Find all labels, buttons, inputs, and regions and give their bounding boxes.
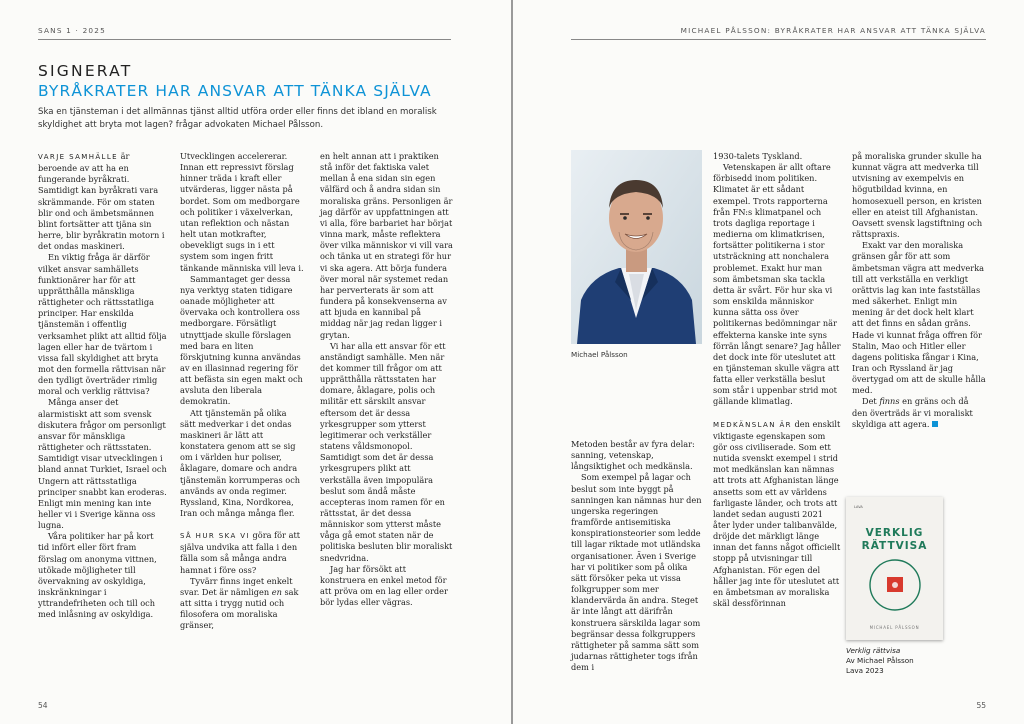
paragraph: Att tjänstemän på olika sätt medverkar i det ondas maskineri är lätt att konstatera genom att se sig om i världen hur poliser, åklagare, domare och andra tjänstemän korrumperas och används av onda regimer. Ryssland, Kina, Nordkorea, Iran och många många fler.: [180, 407, 301, 518]
header-rule: [38, 39, 451, 40]
book-cover-emblem: [867, 555, 923, 617]
book-title-line-2: RÄTTVISA: [861, 540, 928, 552]
section-kicker: SIGNERAT: [38, 62, 133, 80]
paragraph: [852, 396, 986, 429]
paragraph: Metoden består av fyra delar: sanning, vetenskap, långsiktighet och medkänsla.: [571, 439, 695, 472]
paragraph-text: Det: [862, 396, 880, 407]
paragraph: Sammantaget ger dessa nya verktyg staten tidigare oanade möjligheter att övervaka och kontrollera oss medborgare. Försätligt utnyttjade skulle förslagen med bara en liten förskjutning kunna användas av en illasinnad regering för att befästa sin egen makt och avsluta den liberala demokratin.: [180, 273, 303, 407]
paragraph: 1930-talets Tyskland.: [713, 151, 803, 161]
column-2: [180, 151, 304, 632]
book-caption-publisher: Lava 2023: [846, 666, 884, 675]
paragraph-text: är beroende av att ha en fungerande byråkrati. Samtidigt kan byråkrati vara skrämmande. För om staten blir ond och ämbetsmännen blint fortsätter att tjäna sin herre, blir byråkratin motorn i det ondas maskineri.: [38, 151, 165, 252]
subhead-caps: SÅ HUR SKA VI: [180, 532, 250, 541]
subhead-paragraph: [713, 419, 841, 610]
emphasis: en: [271, 586, 282, 597]
column-3: [852, 151, 986, 430]
column-1: [571, 439, 702, 673]
paragraph: Vetenskapen är allt oftare förbisedd inom politiken. Klimatet är ett sådant exempel. Trots rapporterna från FN:s klimatpanel och trots dagliga reportage i medierna om klimatkrisen, fortsätter politikerna i stor utsträckning att nonchalera problemet. Exakt hur man som ämbetsman ska tackla detta är svårt. För hur ska vi som enskilda människor kunna sätta oss över politikernas bedömningar när effekterna kanske inte syns förrän långt senare? Jag håller det dock inte för uteslutet att en tjänsteman skulle vägra att fatta eller verkställa beslut som står i uppenbar strid mot gällande klimatlag.: [713, 162, 841, 407]
paragraph: en helt annan att i praktiken stå inför det faktiska valet mellan å ena sidan sin egen välfärd och å andra sidan sin moraliska gräns. Personligen är jag därför av uppfattningen att vi alla, före barbariet har börjat vinna mark, måste reflektera över vilka människor vi vill vara och tänka ut en strategi för hur vi ska agera. Att börja fundera över moral när systemet redan har perverterats är som att fundera på konsekvenserna av att bjuda en kannibal på middag när jag redan ligger i grytan.: [320, 151, 453, 340]
paragraph: Utvecklingen accelererar. Innan ett repressivt förslag hinner träda i kraft eller utvärderas, ligger nästa på bordet. Som om medborgare och politiker i växelverkan, utan reflektion och nästan helt utan motkrafter, obevekligt sugs in i ett system som ingen fritt tänkande människa vill leva i.: [180, 151, 304, 273]
paragraph-text: Tyvärr finns inget enkelt svar. Det är nämligen: [180, 575, 293, 597]
paragraph: En viktig fråga är därför vilket ansvar samhällets funktionärer har för att upprätthålla mänskliga rättigheter och rättsstatliga principer. Har enskilda tjänstemän i offentlig verksamhet plikt att alltid följa lagen eller har de tvärtom i vissa fall skyldighet att bryta mot den formella rättvisan när den tydligt överträder rimlig moral och verklig rättvisa?: [38, 252, 167, 397]
book-caption: [846, 646, 914, 676]
article-intro: Ska en tjänsteman i det allmännas tjänst alltid utföra order eller finns det ibland en moralisk skyldighet att bryta mot lagen? frågar advokaten Michael Pålsson.: [38, 107, 437, 130]
right-page: [513, 0, 1024, 724]
paragraph-text: den enskilt viktigaste egenskapen som gör oss civiliserade. Som ett nutida svenskt exempel i strid mot medkänslan kan nämnas att trots att Afghanistan länge ansetts som ett av världens farligaste länder, och trots att landet sedan augusti 2021 åter lyder under talibanvälde, dröjde det märkligt länge innan det fanns något officiellt stopp på utvisningar till Afghanistan. För egen del håller jag inte för uteslutet att en ämbetsman av moraliska skäl dessförinnan: [713, 418, 841, 609]
paragraph: Många anser det alarmistiskt att som svensk diskutera frågor om personligt ansvar för mänskliga rättigheter och rättsstaten. Samtidigt visar utvecklingen i bland annat Turkiet, Israel och Ungern att rättsstatliga principer snabbt kan eroderas. Enligt min mening kan inte heller vi i Sverige känna oss lugna.: [38, 397, 167, 531]
paragraph: Våra politiker har på kort tid infört eller fört fram förslag om anonyma vittnen, utökade möjligheter till övervakning av oskyldiga, inskränkningar i yttrandefriheten och till och med inlåsning av oskyldiga.: [38, 531, 157, 620]
article-headline: BYRÅKRATER HAR ANSVAR ATT TÄNKA SJÄLVA: [38, 82, 432, 100]
paragraph-text: göra för att själva undvika att falla i den fälla som så många andra hamnat i före oss?: [180, 530, 301, 575]
column-1: [38, 151, 167, 621]
running-head-right: MICHAEL PÅLSSON: BYRÅKRATER HAR ANSVAR ATT TÄNKA SJÄLVA: [680, 26, 986, 35]
subhead-paragraph: [180, 530, 304, 576]
paragraph: Som exempel på lagar och beslut som inte byggt på sanningen kan nämnas hur den ungerska regeringen framförde antisemitiska konspirationsteorier som ledde till lagar riktade mot utländska organisationer. Även i Sverige har vi politiker som på olika sätt försöker peka ut vissa folkgrupper som mer klandervärda än andra. Steget är inte långt att därifrån konstruera särskilda lagar som begränsar dessa folkgruppers rättigheter på samma sätt som judarnas rättigheter togs ifrån dem i: [571, 472, 702, 673]
paragraph: Exakt var den moraliska gränsen går för att som ämbetsman vägra att medverka till att verkställa en verkligt orättvis lag kan inte fastställas med säkerhet. Enligt min mening är det dock helt klart att det finns en sådan gräns. Hade vi kunnat fråga offren för Stalin, Mao och Hitler eller dagens politiska fångar i Kina, Iran och Ryssland är jag övertygad om att de skulle hålla med.: [852, 240, 986, 396]
paragraph: Jag har försökt att konstruera en enkel metod för att pröva om en lag eller order bör lydas eller vägras.: [320, 563, 448, 608]
paragraph: på moraliska grunder skulle ha kunnat vägra att medverka till utvisning av exempelvis en högutbildad kvinna, en homosexuell person, en kristen eller en ateist till Afghanistan. Oavsett svensk lagstiftning och rättspraxis.: [852, 151, 983, 240]
column-3: [320, 151, 453, 608]
book-cover: [846, 497, 943, 640]
lead-in-caps: VARJE SAMHÄLLE: [38, 153, 118, 161]
portrait-image: [571, 150, 702, 344]
photo-caption: Michael Pålsson: [571, 350, 628, 359]
paragraph-text: sak att sitta i trygg nutid och filosofera om moraliska gränser,: [180, 586, 299, 631]
running-head-left: SANS 1 · 2025: [38, 26, 106, 35]
book-publisher: LAVA: [854, 505, 863, 509]
book-caption-author: Av Michael Pålsson: [846, 656, 914, 665]
column-2: [713, 151, 841, 609]
left-page: [0, 0, 511, 724]
page-number-right: 55: [976, 701, 986, 710]
book-caption-title: Verklig rättvisa: [846, 646, 901, 655]
paragraph: [180, 576, 304, 632]
paragraph: Vi har alla ett ansvar för ett anständigt samhälle. Men när det kommer till frågor om att upprätthålla rättsstaten har domare, åklagare, polis och militär ett särskilt ansvar eftersom det är dessa yrkesgrupper som ytterst legitimerar och verkställer statens våldsmonopol. Samtidigt som det är dessa yrkesgrupers plikt att verkställa även impopulära beslut som ändå måste accepteras inom ramen för en rättsstat, är det dessa människor som ytterst måste våga gå emot staten när de politiska besluten blir moraliskt snedvridna.: [320, 340, 453, 563]
subhead-caps: MEDKÄNSLAN ÄR: [713, 420, 792, 429]
book-author: MICHAEL PÅLSSON: [869, 625, 920, 630]
author-portrait: [571, 150, 702, 344]
book-title-line-1: VERKLIG: [865, 527, 924, 539]
end-mark-icon: [932, 421, 938, 427]
page-number-left: 54: [38, 701, 48, 710]
paragraph-text: en gräns och då den överträds är vi moraliskt skyldiga att agera.: [852, 396, 973, 429]
emphasis: finns: [879, 396, 900, 407]
paragraph: [38, 151, 167, 252]
header-rule: [571, 39, 986, 40]
